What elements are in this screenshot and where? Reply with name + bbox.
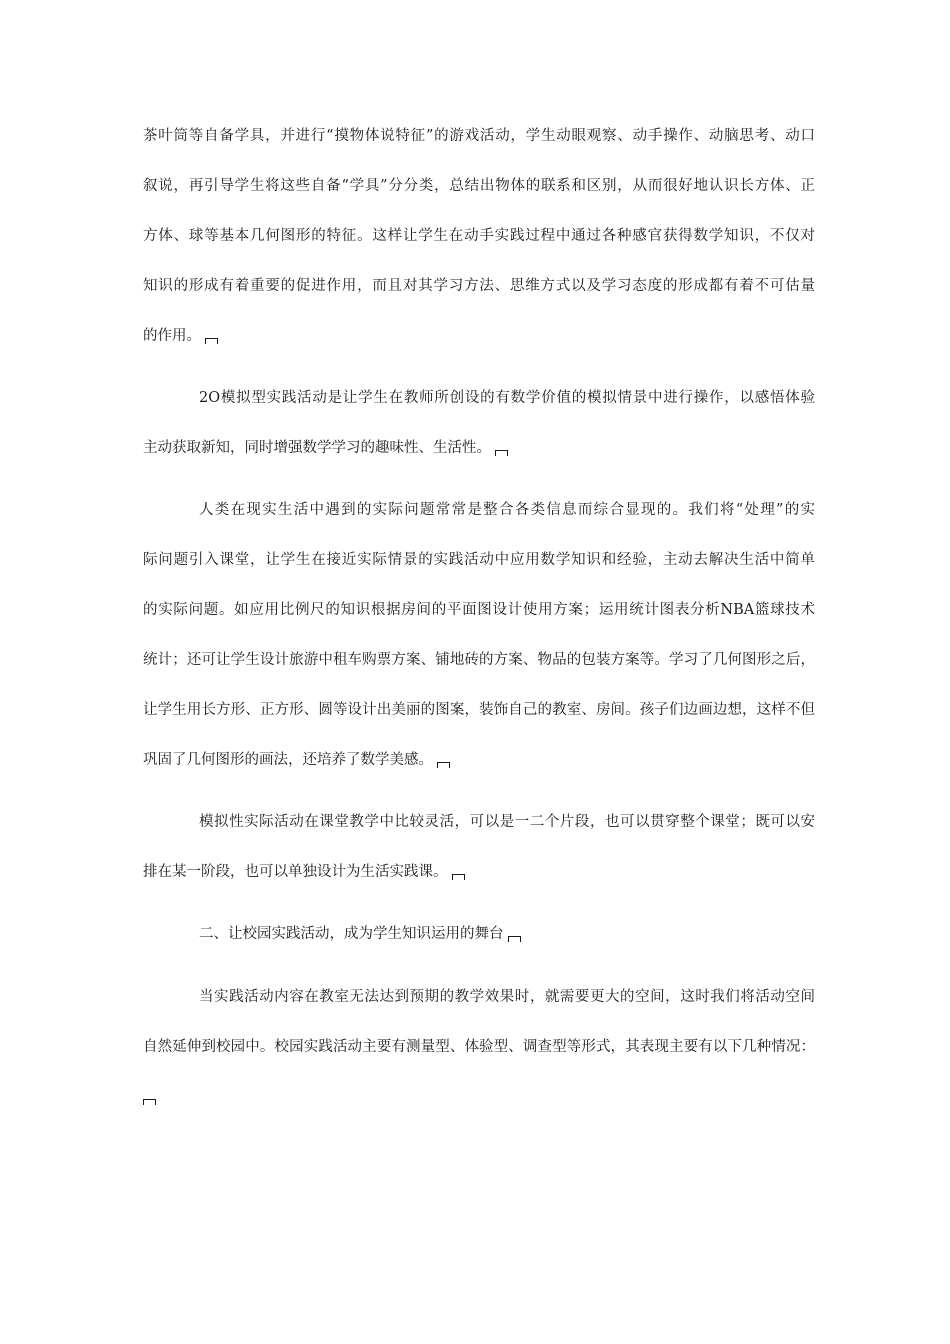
line-text: 排在某一阶段，也可以单独设计为生活实践课。 (143, 864, 448, 880)
paragraph-mark-icon (495, 450, 508, 456)
paragraph-mark-icon (437, 762, 450, 768)
line-text: 当实践活动内容在教室无法达到预期的教学效果时，就需要更大的空间，这时我们将活动空间 (199, 989, 815, 1005)
text-line (143, 598, 815, 622)
line-text: 的实际问题。如应用比例尺的知识根据房间的平面图设计使用方案；运用统计图表分析NBA篮球技术 (143, 602, 815, 618)
line-text: 让学生用长方形、正方形、圆等设计出美丽的图案，装饰自己的教室、房间。孩子们边画边想，这样不但 (143, 702, 815, 718)
line-text: 的作用。 (143, 328, 201, 344)
text-line (143, 224, 815, 248)
line-text: 自然延伸到校园中。校园实践活动主要有测量型、体验型、调查型等形式，其表现主要有以下几种情况： (143, 1039, 815, 1055)
paragraph-mark-icon (143, 1099, 156, 1105)
line-text: 巩固了几何图形的画法，还培养了数学美感。 (143, 752, 433, 768)
paragraph-mark-icon (508, 936, 521, 942)
line-text: 际问题引入课堂，让学生在接近实际情景的实践活动中应用数学知识和经验，主动去解决生活中简单 (143, 552, 815, 568)
line-text: 主动获取新知，同时增强数学学习的趣味性、生活性。 (143, 440, 491, 456)
section-heading (199, 922, 815, 946)
line-text: 模拟性实际活动在课堂教学中比较灵活，可以是一二个片段，也可以贯穿整个课堂；既可以安 (199, 814, 815, 830)
text-line (143, 436, 815, 460)
text-line (199, 810, 815, 834)
text-line (199, 985, 815, 1009)
text-line (199, 498, 815, 522)
line-text: 叙说，再引导学生将这些自备“学具”分分类，总结出物体的联系和区别，从而很好地认识长方体、正 (143, 178, 815, 194)
line-text: 2O模拟型实践活动是让学生在教师所创设的有数学价值的模拟情景中进行操作，以感悟体验 (199, 390, 815, 406)
text-line (143, 1035, 815, 1059)
line-text: 知识的形成有着重要的促进作用，而且对其学习方法、思维方式以及学习态度的形成都有着不可估量 (143, 278, 815, 294)
paragraph-mark-icon (205, 338, 218, 344)
text-line (143, 748, 815, 772)
text-line (143, 324, 815, 348)
text-line (143, 274, 815, 298)
text-line (143, 124, 815, 148)
paragraph-mark-icon (452, 874, 465, 880)
text-line (143, 548, 815, 572)
line-text: 茶叶筒等自备学具，并进行“摸物体说特征”的游戏活动，学生动眼观察、动手操作、动脑思考、动口 (143, 128, 815, 144)
text-line (199, 386, 815, 410)
text-line (143, 648, 815, 672)
text-line (143, 174, 815, 198)
line-text: 统计；还可让学生设计旅游中租车购票方案、铺地砖的方案、物品的包装方案等。学习了几何图形之后， (143, 652, 815, 668)
text-line (143, 698, 815, 722)
heading-text: 二、让校园实践活动，成为学生知识运用的舞台 (199, 926, 504, 942)
text-line (143, 1085, 815, 1109)
text-line (143, 860, 815, 884)
line-text: 方体、球等基本几何图形的特征。这样让学生在动手实践过程中通过各种感官获得数学知识，不仅对 (143, 228, 815, 244)
line-text: 人类在现实生活中遇到的实际问题常常是整合各类信息而综合显现的。我们将“处理”的实 (199, 502, 815, 518)
